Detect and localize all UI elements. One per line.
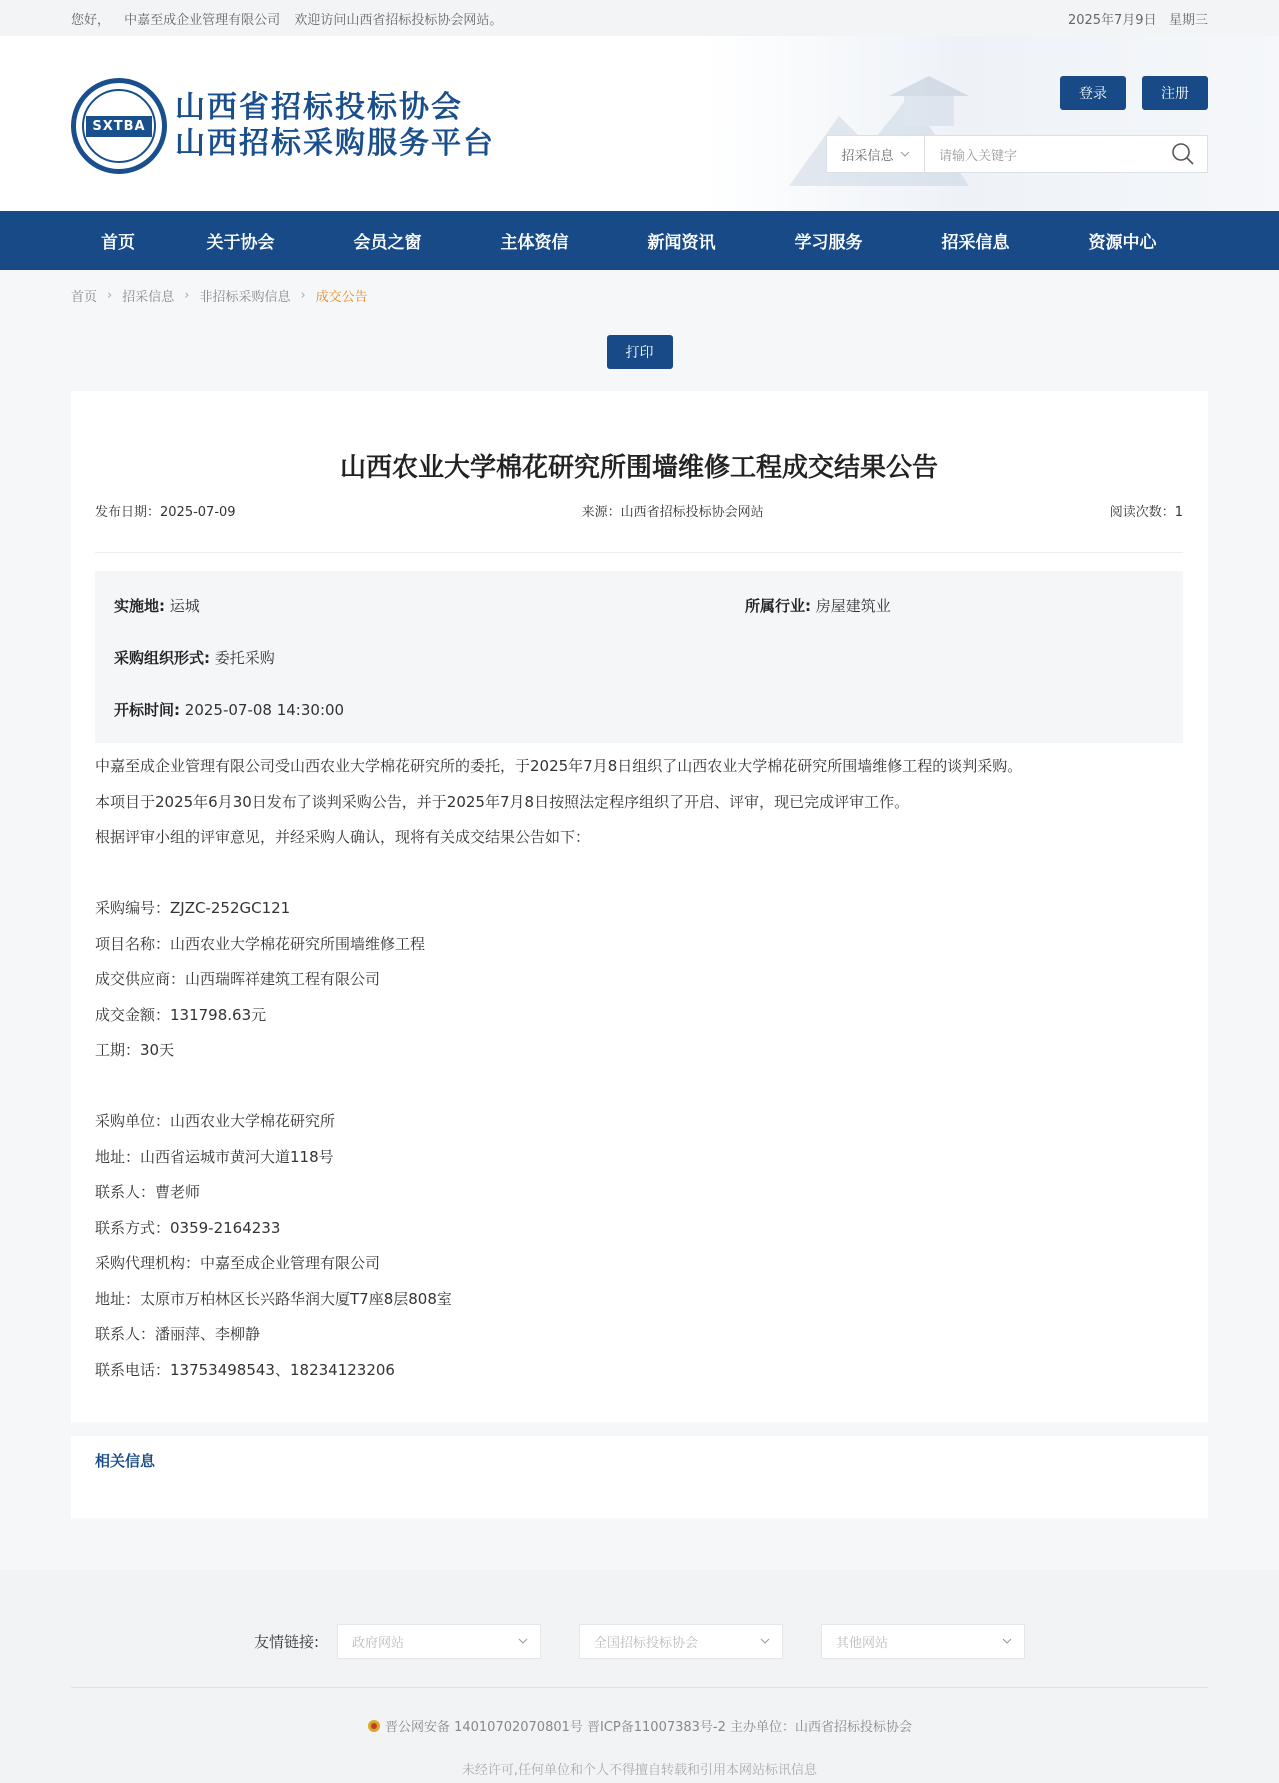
info-row [114,631,1164,683]
info-org-value: 委托采购 [214,648,275,667]
gov-sites-label: 政府网站 [352,1635,405,1651]
logo-title-line2: 山西招标采购服务平台 [175,126,495,161]
info-industry-value: 房屋建筑业 [815,596,891,615]
info-org-label: 采购组织形式: [114,648,210,667]
friend-links-label: 友情链接: [253,1632,320,1651]
nav-item-procurement[interactable]: 招采信息 [941,233,1010,253]
friend-links [71,1570,1208,1687]
result-line: 成交供应商：山西瑞晖祥建筑工程有限公司 [95,970,381,988]
search-input[interactable]: 请输入关键字 [939,148,1018,164]
search-category-select[interactable] [827,136,925,172]
contact-line: 采购单位：山西农业大学棉花研究所 [95,1112,336,1130]
search-category-label: 招采信息 [841,148,894,164]
breadcrumb-home[interactable]: 首页 [71,289,98,305]
chevron-down-icon [760,1638,770,1644]
project-info-box [95,571,1183,743]
weekday-text: 星期三 [1168,12,1208,28]
result-line: 项目名称：山西农业大学棉花研究所围墙维修工程 [95,934,426,953]
info-open-time [114,699,344,720]
result-line: 工期：30天 [95,1041,175,1059]
chevron-down-icon [518,1638,528,1644]
publish-date: 发布日期：2025-07-09 [95,505,236,520]
contact-line: 联系人：潘丽萍、李柳静 [95,1325,261,1343]
chevron-right-icon: › [300,287,306,303]
article-source: 来源：山西省招标投标协会网站 [581,505,764,520]
info-industry-label: 所属行业: [745,596,811,615]
gov-sites-select[interactable] [337,1624,541,1659]
contact-line: 联系方式：0359-2164233 [95,1218,281,1237]
info-location-value: 运城 [169,596,200,615]
article-title: 山西农业大学棉花研究所围墙维修工程成交结果公告 [339,453,938,483]
logo-seal-icon [71,78,167,174]
print-button[interactable]: 打印 [607,335,673,369]
info-org [114,647,275,668]
search-bar [826,135,1208,173]
breadcrumb [71,270,1208,320]
article-body [95,743,1183,1388]
login-button[interactable]: 登录 [1060,76,1126,110]
register-button[interactable]: 注册 [1142,76,1208,110]
site-logo[interactable] [71,78,495,174]
chevron-down-icon [900,151,910,157]
related-title: 相关信息 [95,1452,156,1470]
breadcrumb-current: 成交公告 [315,289,368,305]
related-info [71,1436,1208,1518]
info-industry [745,595,891,616]
logo-text [175,90,495,162]
site-footer [0,1570,1279,1783]
nav-item-home[interactable]: 首页 [101,233,135,253]
body-paragraph: 中嘉至成企业管理有限公司受山西农业大学棉花研究所的委托，于2025年7月8日组织了山西农业大学棉花研究所围墙维修工程的谈判采购。 [95,757,1023,775]
chevron-down-icon [1002,1638,1012,1644]
main-nav [0,211,1279,270]
logo-mark: SXTBA [86,116,151,137]
logo-title-line1: 山西省招标投标协会 [175,90,463,125]
site-header [0,36,1279,211]
greeting [71,9,512,28]
body-paragraph: 本项目于2025年6月30日发布了谈判采购公告，并于2025年7月8日按照法定程序组织了开启、评审，现已完成评审工作。 [95,792,910,811]
breadcrumb-non-tender[interactable]: 非招标采购信息 [199,289,291,305]
article-card [71,391,1208,1422]
result-line: 成交金额：131798.63元 [95,1005,267,1024]
contact-line: 采购代理机构：中嘉至成企业管理有限公司 [95,1254,381,1272]
article-meta [95,497,1183,553]
copyright [0,1716,1279,1735]
other-sites-label: 其他网站 [836,1635,889,1651]
breadcrumb-procurement[interactable]: 招采信息 [122,289,175,305]
info-open-label: 开标时间: [114,700,180,719]
info-location-label: 实施地: [114,596,165,615]
result-line: 采购编号：ZJZC-252GC121 [95,899,291,917]
nav-item-members[interactable]: 会员之窗 [353,233,422,253]
search-icon[interactable] [1159,142,1207,166]
nav-item-news[interactable]: 新闻资讯 [647,233,716,253]
police-badge-icon [367,1719,381,1733]
chevron-right-icon: › [184,287,190,303]
print-area [71,320,1208,391]
greeting-hello: 您好， [71,12,111,28]
greeting-welcome: 欢迎访问山西省招标投标协会网站。 [294,12,503,28]
nav-item-credit[interactable]: 主体资信 [500,233,569,253]
body-paragraph: 根据评审小组的评审意见，并经采购人确认，现将有关成交结果公告如下： [95,828,591,846]
chevron-right-icon: › [107,287,113,303]
footer-notice: 未经许可,任何单位和个人不得擅自转载和引用本网站标讯信息 [461,1763,818,1778]
nav-item-learning[interactable]: 学习服务 [794,233,863,253]
nav-item-about[interactable]: 关于协会 [206,233,275,253]
auth-buttons [1060,76,1208,110]
contact-line: 地址：山西省运城市黄河大道118号 [95,1147,334,1166]
view-count: 阅读次数：1 [1109,505,1183,520]
contact-line: 地址：太原市万柏林区长兴路华润大厦T7座8层808室 [95,1289,452,1308]
info-row [114,579,1164,631]
date-text: 2025年7月9日 [1067,12,1157,28]
national-assoc-label: 全国招标投标协会 [594,1635,699,1651]
date-display [1068,9,1208,28]
greeting-company: 中嘉至成企业管理有限公司 [124,12,281,28]
copyright-text[interactable]: 晋公网安备 14010702070801号 晋ICP备11007383号-2 主办单位：山西省招标投标协会 [384,1720,913,1735]
contact-line: 联系电话：13753498543、18234123206 [95,1360,395,1379]
other-sites-select[interactable] [821,1624,1025,1659]
info-location [114,595,745,616]
national-assoc-select[interactable] [579,1624,783,1659]
info-row [114,683,1164,735]
contact-line: 联系人：曹老师 [95,1183,201,1201]
info-open-value: 2025-07-08 14:30:00 [184,700,345,719]
nav-item-resources[interactable]: 资源中心 [1088,233,1157,253]
top-bar [0,0,1279,36]
